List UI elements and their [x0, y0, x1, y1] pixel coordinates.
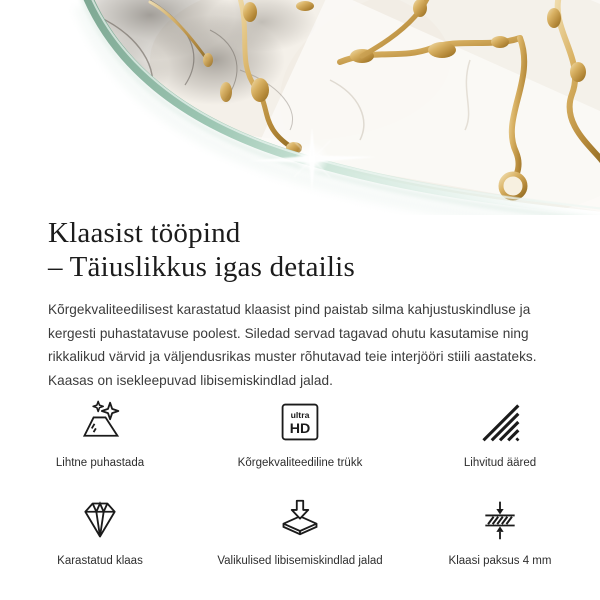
tempered-glass-diamond-icon	[78, 496, 122, 542]
features-grid	[0, 398, 600, 568]
feature-easy-clean	[0, 398, 200, 470]
feature-anti-slip-feet	[200, 496, 400, 568]
title-line-1: Klaasist tööpind	[48, 217, 241, 249]
hero-image	[0, 0, 600, 215]
feature-polished-edges	[400, 398, 600, 470]
polished-edges-icon	[478, 398, 522, 444]
marble-glass-illustration	[0, 0, 600, 215]
title-line-2: – Täiuslikkus igas detailis	[48, 251, 355, 283]
ultra-text: ultra	[290, 409, 310, 420]
feature-label: Lihvitud ääred	[463, 457, 537, 469]
description-text: Kõrgekvaliteedilisest karastatud klaasist pind paistab silma kahjustuskindluse ja kergesti puhastatavuse poolest. Siledad servad tagavad ohutu kasutamise ning rikkalikud värvid ja väljendusrikas muster rõhutavad teie interjööri stiili aastateks. Kaasas on isekleepuvad libisemiskindlad jalad.	[48, 302, 537, 388]
feature-label: Klaasi paksus 4 mm	[448, 555, 552, 567]
page-title	[48, 216, 558, 284]
feature-label: Karastatud klaas	[57, 555, 143, 567]
feature-glass-thickness	[400, 496, 600, 568]
anti-slip-feet-icon	[278, 496, 322, 542]
hd-text: HD	[289, 421, 311, 437]
sparkle-clean-icon	[78, 398, 122, 444]
text-content	[48, 206, 558, 392]
feature-label: Lihtne puhastada	[55, 457, 145, 469]
feature-hd-print	[200, 398, 400, 470]
feature-label: Kõrgekvaliteediline trükk	[237, 457, 363, 469]
feature-tempered-glass	[0, 496, 200, 568]
glass-thickness-icon	[478, 496, 522, 542]
feature-label: Valikulised libisemiskindlad jalad	[217, 555, 383, 567]
ultra-hd-icon	[278, 398, 322, 444]
